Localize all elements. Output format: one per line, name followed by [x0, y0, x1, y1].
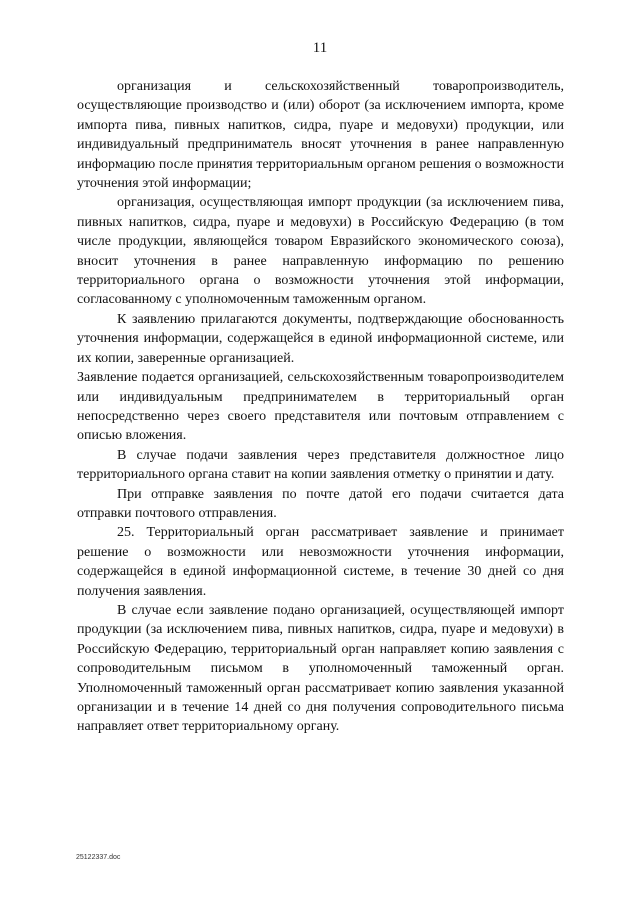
paragraph-4: Заявление подается организацией, сельскохозяйственным товаропроизводителем или индивидуальным предпринимателем в территориальный орган непосредственно через своего представителя или почтовым отправлением с описью вложения.	[77, 370, 564, 444]
page-number: 11	[312, 40, 328, 56]
paragraph-6: При отправке заявления по почте датой его подачи считается дата отправки почтового отправления.	[77, 486, 564, 521]
paragraph-1: организация и сельскохозяйственный товаропроизводитель, осуществляющие производство и (или) оборот (за исключением импорта, кроме импорта пива, пивных напитков, сидра, пуаре и медовухи) продукции, или индивидуальный предприниматель вносят уточнения в ранее направленную информацию после принятия территориальным органом решения о возможности уточнения этой информации;	[77, 79, 564, 192]
paragraph-8: В случае если заявление подано организацией, осуществляющей импорт продукции (за исключением пива, пивных напитков, сидра, пуаре и медовухи) в Российскую Федерацию, территориальный орган направляет копию заявления с сопроводительным письмом в уполномоченный таможенный орган. Уполномоченный таможенный орган рассматривает копию заявления указанной организации и в течение 14 дней со дня получения сопроводительного письма направляет ответ территориальному органу.	[77, 602, 564, 735]
paragraph-7: 25. Территориальный орган рассматривает заявление и принимает решение о возможности или невозможности уточнения информации, содержащейся в единой информационной системе, в течение 30 дней со дня получения заявления.	[77, 525, 564, 599]
paragraph-2: организация, осуществляющая импорт продукции (за исключением пива, пивных напитков, сидра, пуаре и медовухи) в Российскую Федерацию (в том числе продукции, являющейся товаром Евразийского экономического союза), вносит уточнения в ранее направленную информацию по решению территориального органа о возможности уточнения этой информации, согласованному с уполномоченным таможенным органом.	[77, 195, 564, 308]
paragraph-5: В случае подачи заявления через представителя должностное лицо территориального органа ставит на копии заявления отметку о принятии и дату.	[77, 447, 564, 483]
paragraph-3: К заявлению прилагаются документы, подтверждающие обоснованность уточнения информации, содержащейся в единой информационной системе, или их копии, заверенные организацией.	[77, 311, 564, 366]
footer-filename: 25122337.doc	[76, 854, 121, 861]
document-body	[77, 77, 564, 737]
